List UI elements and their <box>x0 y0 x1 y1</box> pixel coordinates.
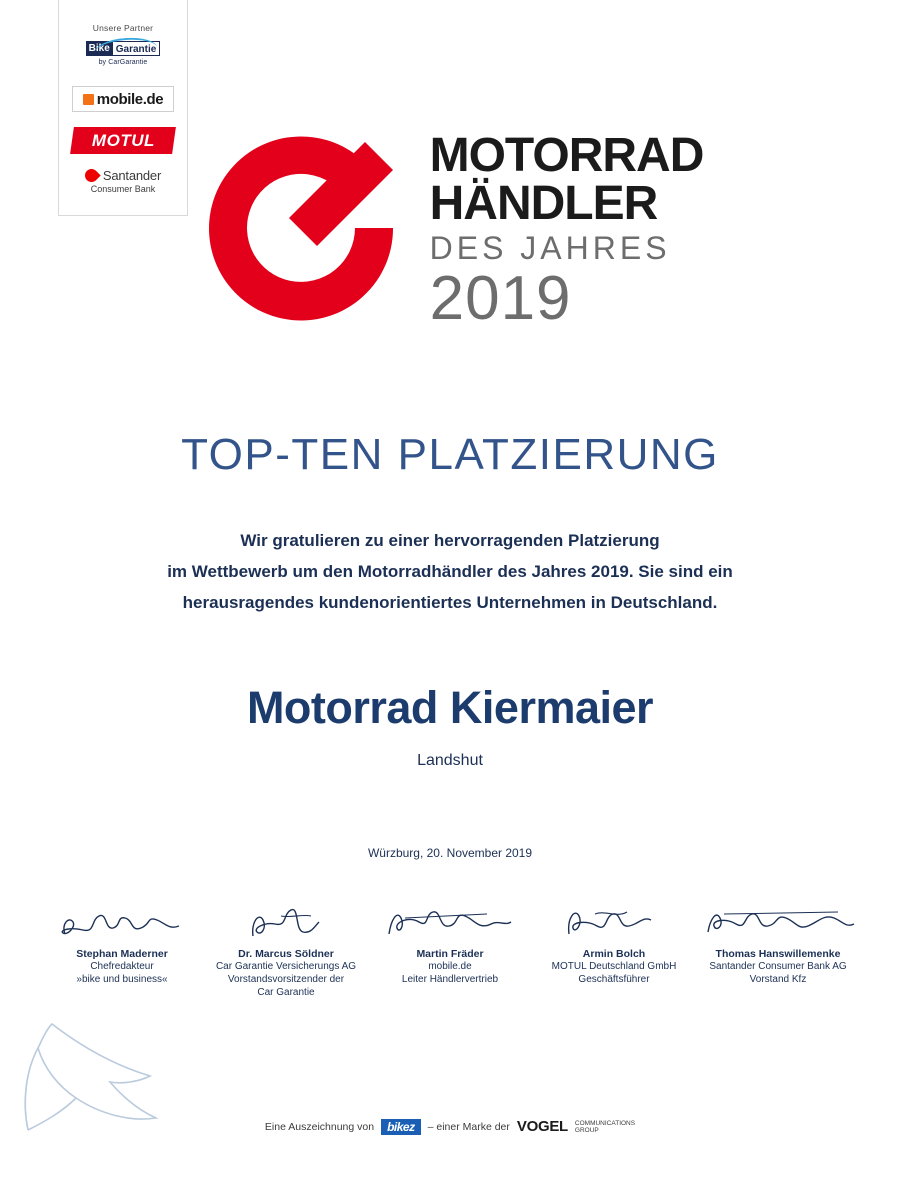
vogel-sub-line1: COMMUNICATIONS <box>574 1119 636 1127</box>
signature-extra: Car Garantie <box>257 987 315 998</box>
winner-name: Motorrad Kiermaier <box>246 682 654 733</box>
vogel-sub <box>575 1120 635 1134</box>
signature-name: Thomas Hanswillemenke <box>715 948 841 960</box>
signature-role: Vorstandsvorsitzender der <box>227 974 345 985</box>
signature-block <box>40 900 204 999</box>
place-and-date: Würzburg, 20. November 2019 <box>367 846 533 860</box>
signature-org: Car Garantie Versicherungs AG <box>215 961 357 972</box>
logo-line-haendler: HÄNDLER <box>429 176 658 230</box>
bike-garantie-logo <box>67 41 179 75</box>
congrats-line-2: im Wettbewerb um den Motorradhändler des Jahres 2019. Sie sind ein <box>167 562 733 581</box>
bike-garantie-sub: by CarGarantie <box>98 59 148 66</box>
mobile-de-logo <box>67 82 179 116</box>
bird-watermark-icon <box>18 1018 228 1168</box>
signature-image <box>368 900 532 946</box>
signature-org: mobile.de <box>428 961 472 972</box>
signature-name: Martin Fräder <box>416 948 484 960</box>
signature-block <box>204 900 368 999</box>
santander-wordmark: Santander <box>102 168 162 183</box>
logo-line-des-jahres: DES JAHRES <box>429 229 671 266</box>
congratulations-text <box>0 525 900 618</box>
bike-garantie-word-bike: Bike <box>86 41 113 56</box>
signature-name: Stephan Maderner <box>76 948 168 960</box>
signature-image <box>204 900 368 946</box>
award-title: TOP-TEN PLATZIERUNG <box>181 430 719 479</box>
motorrad-haendler-mark-icon <box>197 120 412 335</box>
logo-line-motorrad: MOTORRAD <box>429 128 704 182</box>
winner-city: Landshut <box>417 752 483 769</box>
signature-org: »bike und business« <box>76 974 168 985</box>
congrats-line-3: herausragendes kundenorientiertes Unternehmen in Deutschland. <box>182 593 718 612</box>
signature-role: Geschäftsführer <box>578 974 650 985</box>
vogel-wordmark: VOGEL <box>516 1118 568 1135</box>
signature-block <box>696 900 860 999</box>
signature-org: Santander Consumer Bank AG <box>709 961 847 972</box>
signature-name: Dr. Marcus Söldner <box>238 948 334 960</box>
signature-role: Leiter Händlervertrieb <box>401 974 499 985</box>
signature-row <box>40 900 860 999</box>
signature-image <box>40 900 204 946</box>
congrats-line-1: Wir gratulieren zu einer hervorragenden Platzierung <box>240 531 660 550</box>
santander-sub: Consumer Bank <box>90 184 156 194</box>
footer-prefix: Eine Auszeichnung von <box>264 1120 375 1133</box>
motul-wordmark: MOTUL <box>91 130 155 149</box>
bike-garantie-word-garantie: Garantie <box>113 41 161 56</box>
vogel-sub-line2: GROUP <box>574 1126 599 1134</box>
signature-name: Armin Bolch <box>582 948 646 960</box>
logo-line-year: 2019 <box>429 263 572 333</box>
mobile-de-square-icon <box>83 94 94 105</box>
signature-image <box>532 900 696 946</box>
signature-block <box>532 900 696 999</box>
footer <box>0 1118 900 1135</box>
signature-org: MOTUL Deutschland GmbH <box>551 961 677 972</box>
signature-role: Vorstand Kfz <box>749 974 807 985</box>
mobile-de-wordmark: mobile.de <box>96 90 164 108</box>
partner-box-title: Unsere Partner <box>92 23 154 33</box>
signature-block <box>368 900 532 999</box>
footer-middle: – einer Marke der <box>427 1120 510 1133</box>
signature-image <box>696 900 860 946</box>
signature-role: Chefredakteur <box>90 961 154 972</box>
award-logo-block <box>0 120 900 335</box>
bikez-logo: bikez <box>381 1119 421 1135</box>
